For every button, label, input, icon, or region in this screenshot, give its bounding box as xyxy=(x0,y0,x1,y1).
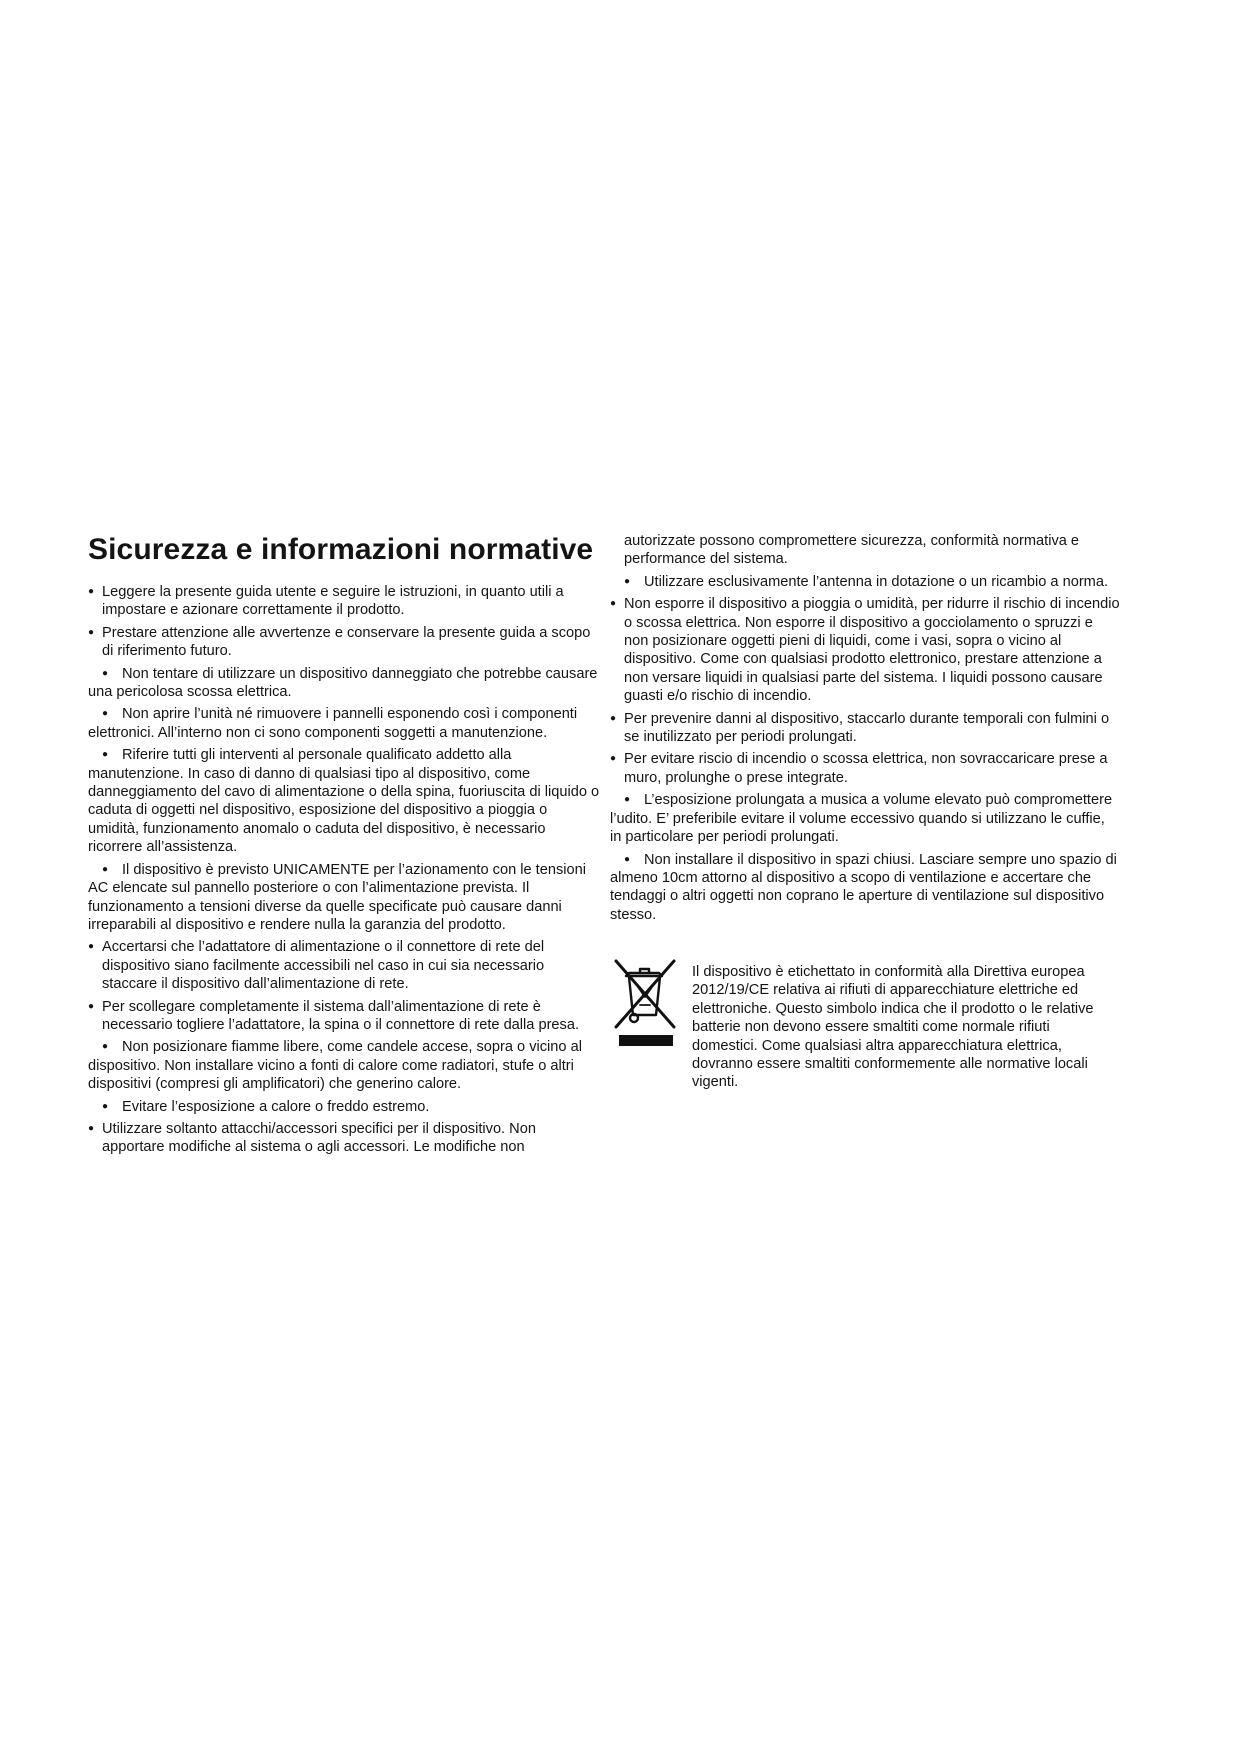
list-item: ● Non aprire l’unità né rimuovere i pannelli esponendo così i componenti elettronici. All’interno non ci sono componenti soggetti a manutenzione. xyxy=(88,705,600,742)
list-item: ● Per evitare riscio di incendio o scossa elettrica, non sovraccaricare prese a muro, prolunghe o prese integrate. xyxy=(610,750,1120,787)
continued-paragraph: autorizzate possono compromettere sicurezza, conformità normativa e performance del sistema. xyxy=(624,533,1080,568)
list-item: ● Per scollegare completamente il sistema dall’alimentazione di rete è necessario togliere l’adattatore, la spina o il connettore di rete dalla presa. xyxy=(88,998,600,1035)
list-item: ● Leggere la presente guida utente e seguire le istruzioni, in quanto utili a impostare e azionare correttamente il prodotto. xyxy=(88,583,600,620)
list-item: ● Utilizzare esclusivamente l’antenna in dotazione o un ricambio a norma. xyxy=(610,573,1120,591)
list-item: ● Per prevenire danni al dispositivo, staccarlo durante temporali con fulmini o se inutilizzato per periodi prolungati. xyxy=(610,710,1120,747)
left-column xyxy=(88,583,600,1161)
list-item: ● Evitare l’esposizione a calore o freddo estremo. xyxy=(88,1098,600,1116)
crossed-out-wheelie-bin-icon xyxy=(612,955,678,1047)
list-item: ● Non tentare di utilizzare un dispositivo danneggiato che potrebbe causare una pericolosa scossa elettrica. xyxy=(88,665,600,702)
list-item: ● Riferire tutti gli interventi al personale qualificato addetto alla manutenzione. In caso di danno di qualsiasi tipo al dispositivo, come danneggiamento del cavo di alimentazione o della spina, fuoriuscita di liquido o caduta di oggetti nel dispositivo, esposizione del dispositivo a pioggia o umidità, funzionamento anomalo o caduta del dispositivo, è necessario ricorrere all’assistenza. xyxy=(88,746,600,856)
list-item: ● L’esposizione prolungata a musica a volume elevato può compromettere l’udito. E’ preferibile evitare il volume eccessivo quando si utilizzano le cuffie, in particolare per periodi prolungati. xyxy=(610,791,1120,846)
list-item: ● Non esporre il dispositivo a pioggia o umidità, per ridurre il rischio di incendio o scossa elettrica. Non esporre il dispositivo a gocciolamento o spruzzi e non posizionare oggetti pieni di liquidi, come i vasi, sopra o vicino al dispositivo. Come con qualsiasi prodotto elettronico, prestare attenzione a non versare liquidi in qualsiasi parte del sistema. I liquidi possono causare guasti e/o rischio di incendio. xyxy=(610,595,1120,705)
list-item: ● Non installare il dispositivo in spazi chiusi. Lasciare sempre uno spazio di almeno 10cm attorno al dispositivo a scopo di ventilazione e accertare che tendaggi o altri oggetti non coprano le aperture di ventilazione sul dispositivo stesso. xyxy=(610,851,1120,925)
right-column xyxy=(610,532,1120,928)
weee-notice: Il dispositivo è etichettato in conformità alla Direttiva europea 2012/19/CE relativa ai rifiuti di apparecchiature elettriche ed elettroniche. Questo simbolo indica che il prodotto o le relative batterie non devono essere smaltiti come normale rifiuti domestici. Come qualsiasi altra apparecchiatura elettrica, dovranno essere smaltiti conformemente alle normative locali vigenti. xyxy=(692,964,1094,1091)
list-item: ● Non posizionare fiamme libere, come candele accese, sopra o vicino al dispositivo. Non installare vicino a fonti di calore come radiatori, stufe o altri dispositivi (compresi gli amplificatori) che generino calore. xyxy=(88,1038,600,1093)
list-item: ● Utilizzare soltanto attacchi/accessori specifici per il dispositivo. Non apportare modifiche al sistema o agli accessori. Le modifiche non xyxy=(88,1120,600,1157)
list-item: ● Accertarsi che l’adattatore di alimentazione o il connettore di rete del dispositivo siano facilmente accessibili nel caso in cui sia necessario staccare il dispositivo dall’alimentazione di rete. xyxy=(88,938,600,993)
page-title: Sicurezza e informazioni normative xyxy=(88,533,594,566)
list-item: ● Prestare attenzione alle avvertenze e conservare la presente guida a scopo di riferimento futuro. xyxy=(88,624,600,661)
list-item: ● Il dispositivo è previsto UNICAMENTE per l’azionamento con le tensioni AC elencate sul pannello posteriore o con l’alimentazione prevista. Il funzionamento a tensioni diverse da quelle specificate può causare danni irreparabili al dispositivo e rendere nulla la garanzia del prodotto. xyxy=(88,861,600,935)
